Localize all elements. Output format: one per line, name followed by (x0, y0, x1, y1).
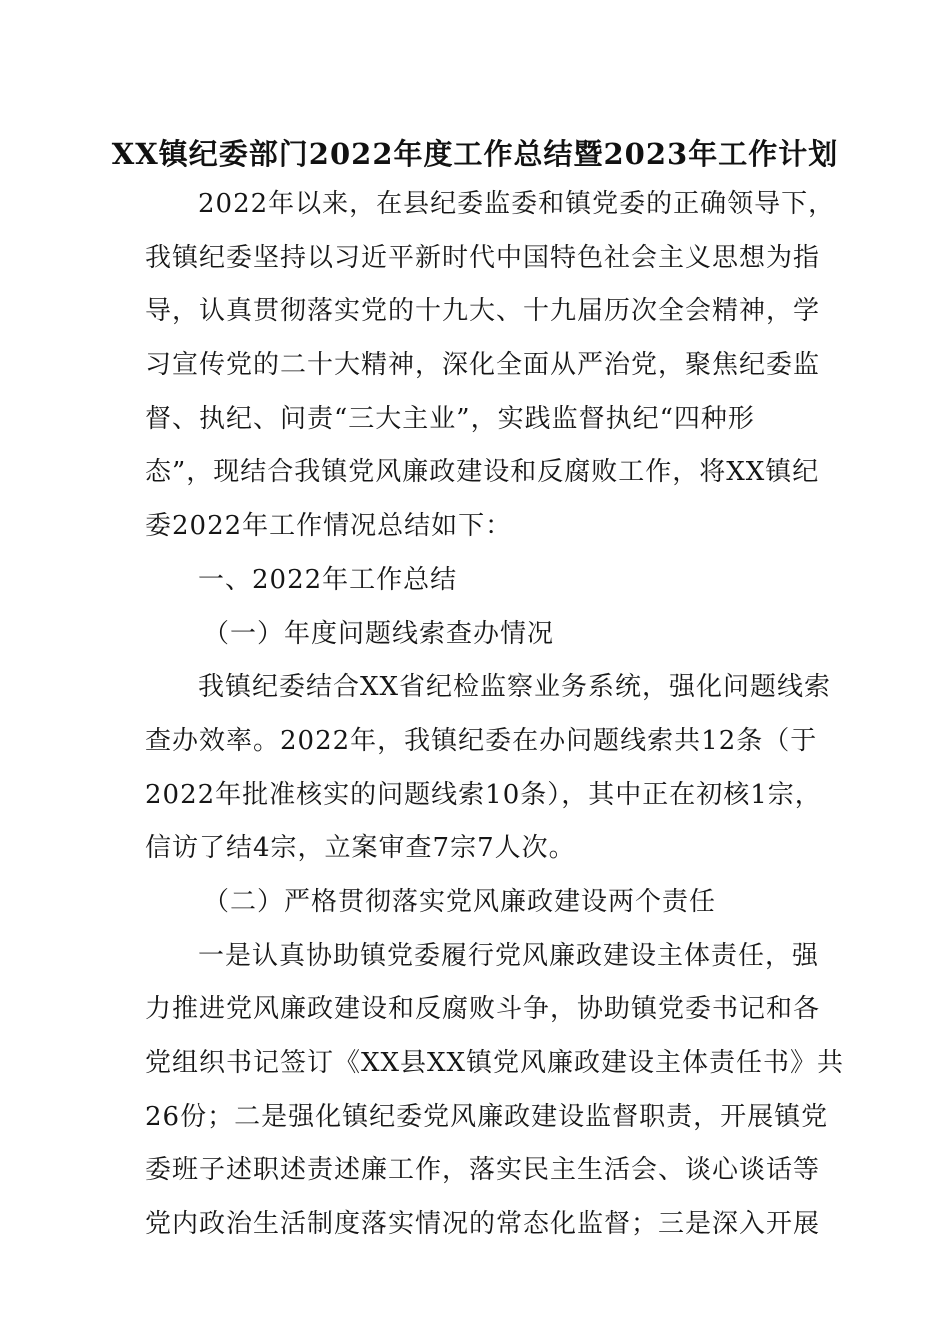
paragraph-line: 督、执纪、问责“三大主业”，实践监督执纪“四种形 (145, 403, 755, 434)
paragraph-line: 党组织书记签订《XX县XX镇党风廉政建设主体责任书》共 (145, 1048, 845, 1078)
subsection-heading: （二）严格贯彻落实党风廉政建设两个责任 (203, 886, 717, 917)
paragraph-line: 党内政治生活制度落实情况的常态化监督；三是深入开展 (145, 1209, 821, 1240)
paragraph-line: 委2022年工作情况总结如下： (145, 511, 513, 542)
paragraph-line: 习宣传党的二十大精神，深化全面从严治党，聚焦纪委监 (145, 350, 821, 381)
paragraph-line: 态”，现结合我镇党风廉政建设和反腐败工作，将XX镇纪 (145, 457, 820, 488)
paragraph-line: 我镇纪委坚持以习近平新时代中国特色社会主义思想为指 (145, 242, 821, 273)
document-body (145, 178, 845, 1252)
paragraph-line: 力推进党风廉政建设和反腐败斗争，协助镇党委书记和各 (145, 994, 821, 1025)
section-heading: 一、2022年工作总结 (198, 564, 458, 595)
paragraph-line: 导，认真贯彻落实党的十九大、十九届历次全会精神，学 (145, 296, 821, 327)
paragraph-line: 我镇纪委结合XX省纪检监察业务系统，强化问题线索 (198, 672, 832, 703)
paragraph-line: 2022年以来，在县纪委监委和镇党委的正确领导下， (198, 189, 836, 219)
paragraph-line: 2022年批准核实的问题线索10条），其中正在初核1宗， (145, 779, 822, 810)
paragraph-line: 信访了结4宗，立案审查7宗7人次。 (145, 833, 576, 864)
paragraph-line: 查办效率。2022年，我镇纪委在办问题线索共12条（于 (145, 725, 818, 756)
subsection-heading: （一）年度问题线索查办情况 (203, 618, 555, 649)
paragraph-line: 一是认真协助镇党委履行党风廉政建设主体责任，强 (198, 940, 820, 971)
paragraph-line: 26份；二是强化镇纪委党风廉政建设监督职责，开展镇党 (145, 1101, 829, 1132)
paragraph-line: 委班子述职述责述廉工作，落实民主生活会、谈心谈话等 (145, 1155, 821, 1186)
document-title: XX镇纪委部门2022年度工作总结暨2023年工作计划 (111, 137, 839, 171)
